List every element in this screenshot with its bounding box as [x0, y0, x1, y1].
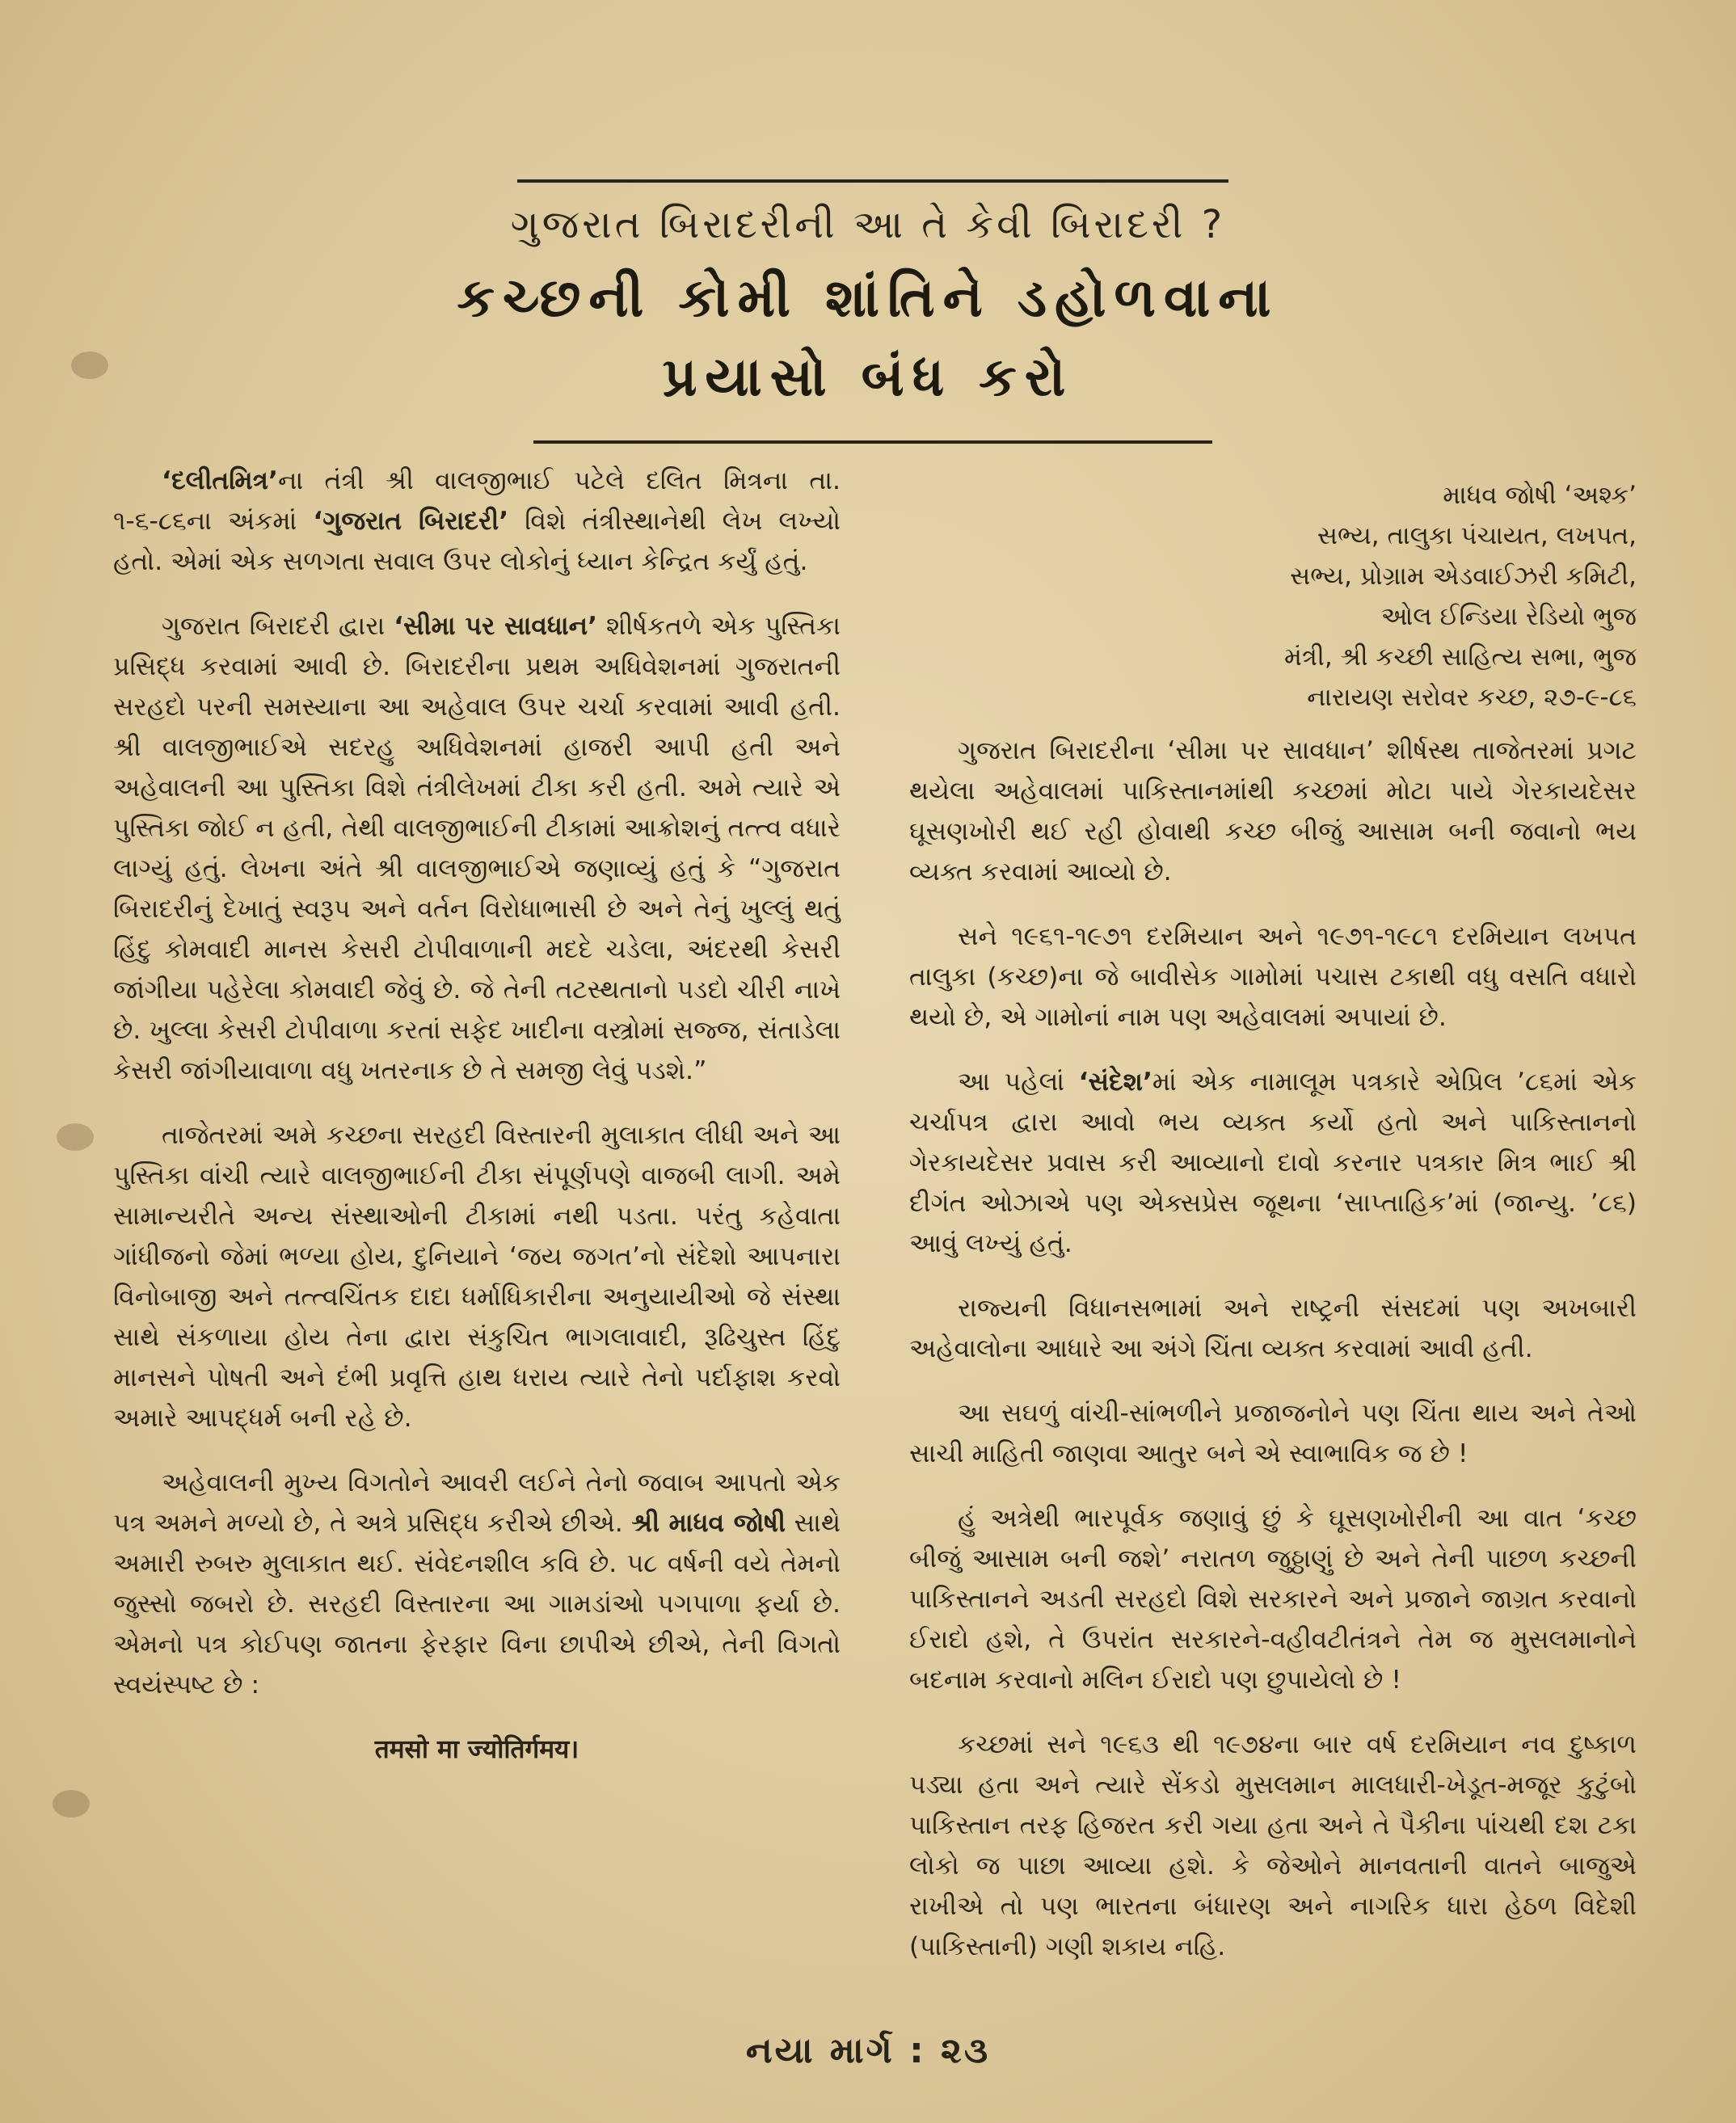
text-run: સને ૧૯૬૧-૧૯૭૧ દરમિયાન અને ૧૯૭૧-૧૯૮૧ દરમિયાન લખપત તાલુકા (કચ્છ)ના જે બાવીસેક ગામોમાં પચાસ ટકાથી વધુ વસતિ વધારો થયો છે, એ ગામોનાં નામ પણ અહેવાલમાં અપાયાં છે.: [909, 922, 1637, 1032]
headline-line-2: પ્રયાસો બંધ કરો: [662, 346, 1074, 408]
bold-text: ‘દલીતમિત્ર’: [162, 466, 278, 495]
text-run: હું અત્રેથી ભારપૂર્વક જણાવું છું કે ઘૂસણખોરીની આ વાત ‘કચ્છ બીજું આસામ બની જશે’ નરાતળ જુઠ્ઠાણું છે અને તેની પાછળ કચ્છની પાકિસ્તાનને અડતી સરહદો વિશે સરકારને અને પ્રજાને જાગ્રત કરવાનો ઈરાદો હશે, તે ઉપરાંત સરકારને-વહીવટીતંત્રને તેમ જ મુસલમાનોને બદનામ કરવાનો મલિન ઈરાદો પણ છુપાયેલો છે !: [909, 1504, 1637, 1695]
paragraph: [909, 1393, 1637, 1474]
signature-line: સભ્ય, પ્રોગ્રામ એડવાઈઝરી કમિટી,: [1290, 562, 1637, 591]
bold-text: ‘સીમા પર સાવધાન’: [394, 612, 598, 641]
text-run: શીર્ષકતળે એક પુસ્તિકા પ્રસિદ્ધ કરવામાં આવી છે. બિરાદરીના પ્રથમ અધિવેશનમાં ગુજરાતની સરહદો પરની સમસ્યાના આ અહેવાલ ઉપર ચર્ચા કરવામાં આવી હતી. શ્રી વાલજીભાઈએ સદરહુ અધિવેશનમાં હાજરી આપી હતી અને અહેવાલની આ પુસ્તિકા વિશે તંત્રીલેખમાં ટીકા કરી હતી. અમે ત્યારે એ પુસ્તિકા જોઈ ન હતી, તેથી વાલજીભાઈની ટીકામાં આક્રોશનું તત્ત્વ વધારે લાગ્યું હતું. લેખના અંતે શ્રી વાલજીભાઈએ જણાવ્યું હતું કે “ગુજરાત બિરાદરીનું દેખાતું સ્વરૂપ અને વર્તન વિરોધાભાસી છે અને તેનું ખુલ્લું થતું હિંદુ કોમવાદી માનસ કેસરી ટોપીવાળાની મદદે ચડેલા, અંદરથી કેસરી જાંગીયા પહેરેલા કોમવાદી જેવું છે. જે તેની તટસ્થતાનો પડદો ચીરી નાખે છે. ખુલ્લા કેસરી ટોપીવાળા કરતાં સફેદ ખાદીના વસ્ત્રોમાં સજ્જ, સંતાડેલા કેસરી જાંગીયાવાળા વધુ ખતરનાક છે તે સમજી લેવું પડશે.”: [113, 612, 841, 1085]
binder-hole: [57, 1123, 94, 1151]
text-run: ગુજરાત બિરાદરી દ્વારા: [162, 612, 394, 641]
text-run: સાથે અમારી રુબરુ મુલાકાત થઈ. સંવેદનશીલ કવિ છે. ૫૮ વર્ષની વયે તેમનો જુસ્સો જબરો છે. સરહદી વિસ્તારના આ ગામડાંઓ પગપાળા ફર્યા છે. એમનો પત્ર કોઈપણ જાતના ફેરફાર વિના છાપીએ છીએ, તેની વિગતો સ્વયંસ્પષ્ટ છે :: [113, 1509, 841, 1700]
text-run: માં એક નામાલૂમ પત્રકારે એપ્રિલ ’૮૬માં એક ચર્ચાપત્ર દ્વારા આવો ભય વ્યક્ત કર્યો હતો અને પાકિસ્તાનનો ગેરકાયદેસર પ્રવાસ કરી આવ્યાનો દાવો કરનાર પત્રકાર મિત્ર ભાઈ શ્રી દીગંત ઓઝાએ પણ એક્સપ્રેસ જૂથના ‘સાપ્તાહિક’માં (જાન્યુ. ’૮૬) આવું લખ્યું હતું.: [909, 1068, 1637, 1258]
signature-block: [909, 475, 1637, 718]
bold-text: ‘સંદેશ’: [1078, 1068, 1152, 1097]
closing-quote: तमसो मा ज्योतिर्गमय।: [374, 1735, 579, 1764]
text-run: અહેવાલની મુખ્ય વિગતોને આવરી લઈને તેનો જવાબ આપતો એક પત્ર અમને મળ્યો છે, તે અત્રે પ્રસિદ્ધ કરીએ છીએ.: [113, 1468, 841, 1538]
headline-kicker: ગુજરાત બિરાદરીની આ તે કેવી બિરાદરી ?: [510, 202, 1226, 247]
signature-line: મંત્રી, શ્રી કચ્છી સાહિત્ય સભા, ભુજ: [1284, 642, 1637, 672]
text-run: આ સઘળું વાંચી-સાંભળીને પ્રજાજનોને પણ ચિંતા થાય અને તેઓ સાચી માહિતી જાણવા આતુર બને એ સ્વાભાવિક જ છે !: [909, 1399, 1637, 1468]
paragraph: [909, 1288, 1637, 1369]
headline-line-1: કચ્છની કોમી શાંતિને ડહોળવાના: [457, 267, 1279, 329]
text-run: તાજેતરમાં અમે કચ્છના સરહદી વિસ્તારની મુલાકાત લીધી અને આ પુસ્તિકા વાંચી ત્યારે વાલજીભાઈની ટીકા સંપૂર્ણપણે વાજબી લાગી. અમે સામાન્યરીતે અન્ય સંસ્થાઓની ટીકામાં નથી પડતા. પરંતુ કહેવાતા ગાંધીજનો જેમાં ભળ્યા હોય, દુનિયાને ‘જય જગત’નો સંદેશો આપનારા વિનોબાજી અને તત્ત્વચિંતક દાદા ધર્માધિકારીના અનુયાયીઓ જે સંસ્થા સાથે સંકળાયા હોય તેના દ્વારા સંકુચિત ભાગલાવાદી, રૂઢિચુસ્ત હિંદુ માનસને પોષતી અને દંભી પ્રવૃત્તિ હાથ ધરાય ત્યારે તેનો પર્દાફાશ કરવો અમારે આપદ્ધર્મ બની રહે છે.: [113, 1121, 841, 1433]
signature-line: નારાયણ સરોવર કચ્છ, ૨૭-૯-૮૬: [1307, 683, 1637, 712]
top-rule: [517, 179, 1228, 183]
paragraph: [113, 1463, 841, 1705]
paragraph: [909, 1498, 1637, 1700]
signature-line: માધવ જોષી ‘અશ્ક’: [1443, 481, 1637, 510]
text-run: આ પહેલાં: [958, 1068, 1079, 1097]
bold-text: ‘ગુજરાત બિરાદરી’: [313, 507, 509, 536]
text-run: ના તંત્રી શ્રી વાલજીભાઈ પટેલે દલિત મિત્રના તા. ૧-૬-૮૬ના અંકમાં: [113, 466, 841, 536]
signature-line: સભ્ય, તાલુકા પંચાયત, લખપત,: [1317, 521, 1637, 550]
paragraph: [909, 1725, 1637, 1967]
paragraph: [909, 1062, 1637, 1264]
binder-hole: [53, 1790, 90, 1818]
bold-text: શ્રી માધવ જોષી: [631, 1509, 786, 1538]
left-column: [113, 461, 841, 1794]
page-footer: નયા માર્ગ : ૨૩: [745, 2030, 991, 2071]
bottom-rule: [533, 440, 1212, 444]
paragraph: [113, 606, 841, 1091]
paragraph: [909, 731, 1637, 892]
text-run: ગુજરાત બિરાદરીના ‘સીમા પર સાવધાન’ શીર્ષસ્થ તાજેતરમાં પ્રગટ થયેલા અહેવાલમાં પાકિસ્તાનમાંથી કચ્છમાં મોટા પાયે ગેરકાયદેસર ઘૂસણખોરી થઈ રહી હોવાથી કચ્છ બીજું આસામ બની જવાનો ભય વ્યક્ત કરવામાં આવ્યો છે.: [909, 736, 1637, 887]
text-run: વિશે તંત્રીસ્થાનેથી લેખ લખ્યો હતો. એમાં એક સળગતા સવાલ ઉપર લોકોનું ધ્યાન કેન્દ્રિત કર્યું હતું.: [113, 507, 841, 576]
paragraph: [909, 916, 1637, 1038]
right-column: [909, 475, 1637, 1991]
paragraph: [113, 1115, 841, 1439]
paragraph: [113, 461, 841, 582]
signature-line: ઓલ ઈન્ડિયા રેડિયો ભુજ: [1380, 602, 1637, 631]
text-run: રાજ્યની વિધાનસભામાં અને રાષ્ટ્રની સંસદમાં પણ અખબારી અહેવાલોના આધારે આ અંગે ચિંતા વ્યક્ત કરવામાં આવી હતી.: [909, 1294, 1637, 1363]
text-run: કચ્છમાં સને ૧૯૬૩ થી ૧૯૭૪ના બાર વર્ષ દરમિયાન નવ દુષ્કાળ પડ્યા હતા અને ત્યારે સેંકડો મુસલમાન માલધારી-ખેડૂત-મજૂર કુટુંબો પાકિસ્તાન તરફ હિજરત કરી ગયા હતા અને તે પૈકીના પાંચથી દશ ટકા લોકો જ પાછા આવ્યા હશે. કે જેઓને માનવતાની વાતને બાજુએ રાખીએ તો પણ ભારતના બંધારણ અને નાગરિક ધારા હેઠળ વિદેશી (પાકિસ્તાની) ગણી શકાય નહિ.: [909, 1730, 1637, 1961]
